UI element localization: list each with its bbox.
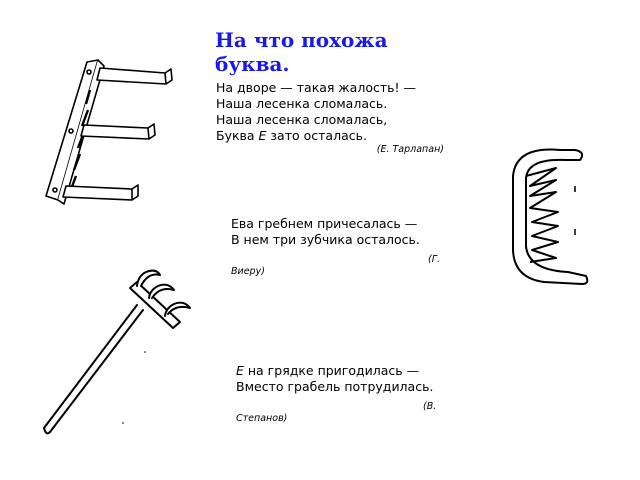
- poem-line: Ева гребнем причесалась —: [231, 216, 418, 231]
- poem-line: Наша лесенка сломалась.: [216, 96, 388, 111]
- poem-line: На дворе — такая жалость! —: [216, 80, 416, 95]
- letter-e: Е: [258, 128, 267, 143]
- poem-line: Буква Е зато осталась.: [216, 128, 367, 143]
- poem-author: (Г. Виеру): [231, 254, 441, 277]
- poem-line: В нем три зубчика осталось.: [231, 232, 420, 247]
- poem-author: (В. Степанов): [236, 401, 437, 424]
- letter-e: Е: [236, 363, 244, 378]
- page-title: На что похожа буква.: [215, 28, 388, 76]
- poem-line: Вместо грабель потрудилась.: [236, 379, 434, 394]
- poem-line: Е на грядке пригодилась —: [236, 363, 420, 378]
- poem-author: (Е. Тарлапан): [376, 144, 444, 155]
- poem-line: Наша лесенка сломалась,: [216, 112, 388, 127]
